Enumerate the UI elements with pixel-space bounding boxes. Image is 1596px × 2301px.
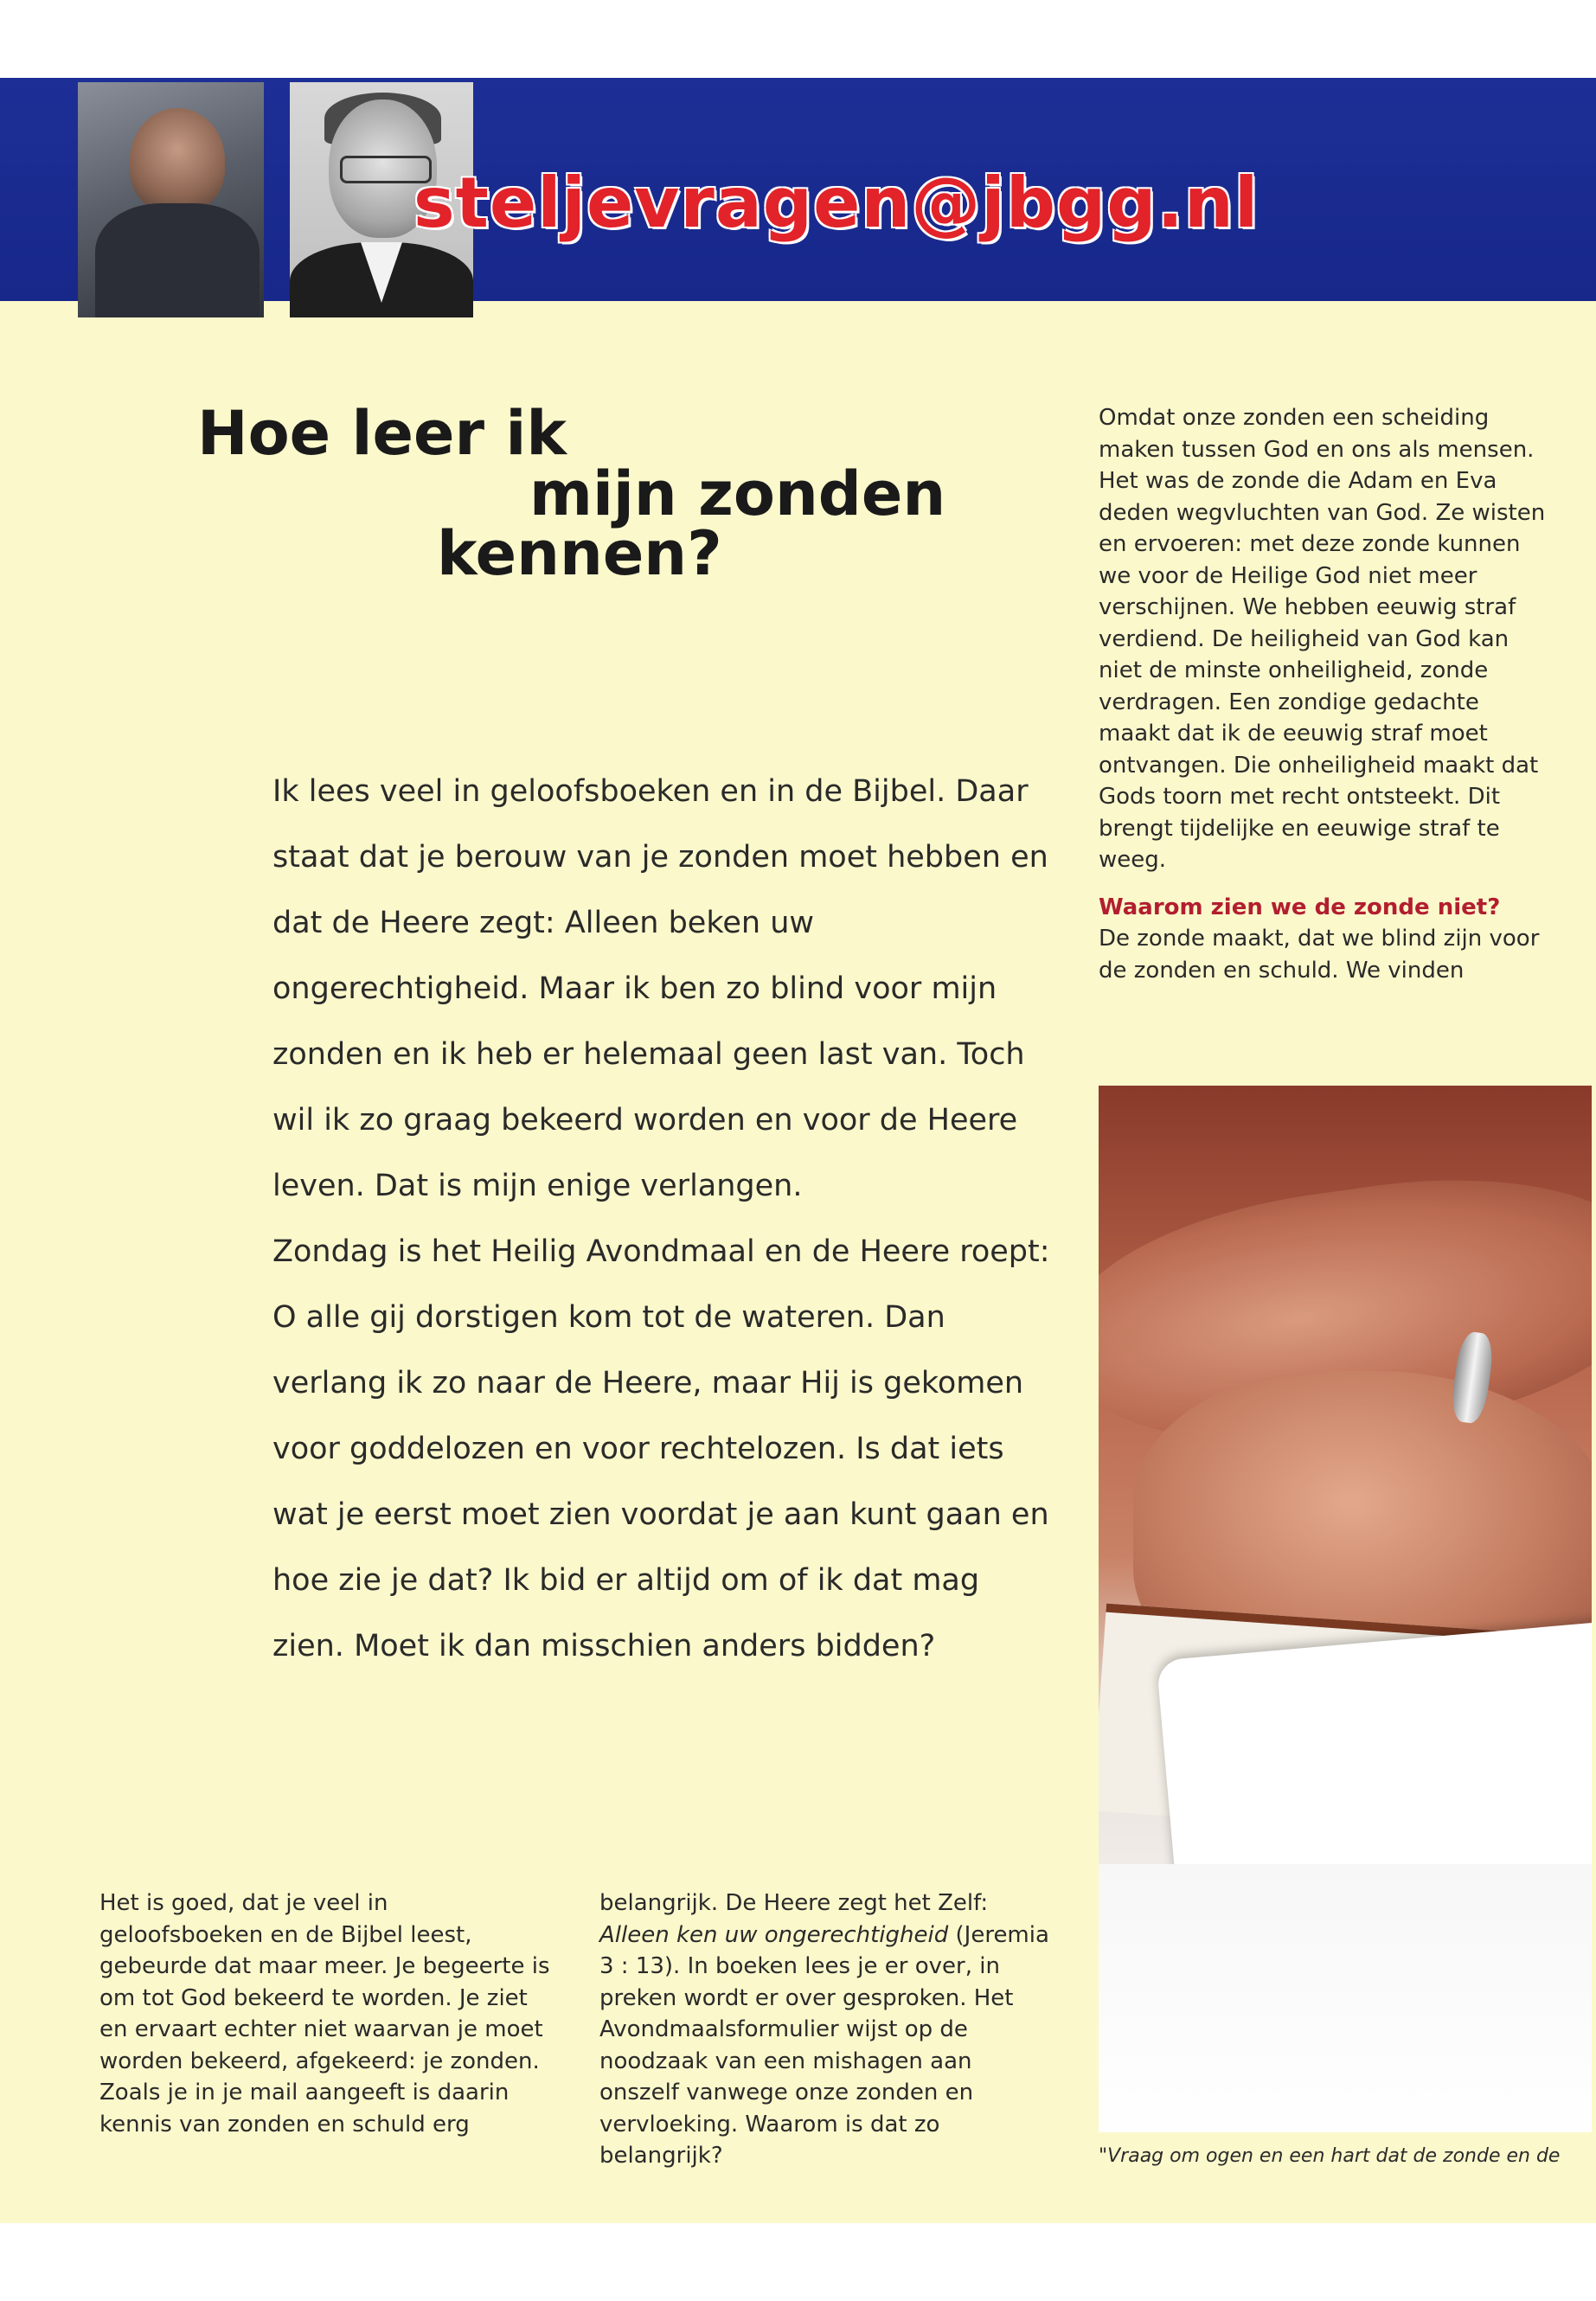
scripture-quote: Alleen ken uw ongerechtigheid xyxy=(599,1921,949,1948)
email-address-heading: steljevragen@jbgg.nl xyxy=(413,163,1259,243)
speaker-photo xyxy=(78,82,264,317)
answer-text: (Jeremia 3 : 13). In boeken lees je er over, in preken wordt er over gesproken. Het Avondmaalsformulier wijst op de noodzaak van een mishagen aan onszelf vanwege onze zonden en vervloeking. Waarom is dat zo belangrijk? xyxy=(599,1921,1049,2169)
answer-column-middle xyxy=(599,1888,1049,2172)
article-title-line-1: Hoe leer ik xyxy=(197,398,567,469)
question-paragraph: Ik lees veel in geloofsboeken en in de Bijbel. Daar staat dat je berouw van je zonden moet hebben en dat de Heere zegt: Alleen beken uw ongerechtigheid. Maar ik ben zo blind voor mijn zonden en ik heb er helemaal geen last van. Toch wil ik zo graag bekeerd worden en voor de Heere leven. Dat is mijn enige verlangen. xyxy=(272,774,1048,1203)
photo-caption: "Vraag om ogen en een hart dat de zonde en de xyxy=(1099,2145,1561,2167)
hands-on-bible-photo xyxy=(1099,1086,1592,2132)
answer-text: belangrijk. De Heere zegt het Zelf: xyxy=(599,1890,989,1916)
answer-paragraph: De zonde maakt, dat we blind zijn voor de zonden en schuld. We vinden xyxy=(1099,926,1540,984)
answer-paragraph: Omdat onze zonden een scheiding maken tussen God en ons als mensen. Het was de zonde die Adam en Eva deden wegvluchten van God. Ze wisten en ervoeren: met deze zonde kunnen we voor de Heilige God niet meer verschijnen. We hebben eeuwig straf verdiend. De heiligheid van God kan niet de minste onheiligheid, zonde verdragen. Een zondige gedachte maakt dat ik de eeuwig straf moet ontvangen. Die onheiligheid maakt dat Gods toorn met recht ontsteekt. Dit brengt tijdelijke en eeuwige straf te weeg. xyxy=(1099,405,1546,873)
answer-column-right xyxy=(1099,402,1548,986)
answer-paragraph: Het is goed, dat je veel in geloofsboeken en de Bijbel leest, gebeurde dat maar meer. Je begeerte is om tot God bekeerd te worden. Je ziet en ervaart echter niet waarvan je moet worden bekeerd, afgekeerd: je zonden. xyxy=(99,1890,550,2074)
answer-paragraph xyxy=(599,1888,1049,2172)
article-title-line-3: kennen? xyxy=(437,518,722,589)
answer-paragraph: Zoals je in je mail aangeeft is daarin kennis van zonden en schuld erg xyxy=(99,2080,510,2138)
answer-subheading: Waarom zien we de zonde niet? xyxy=(1099,894,1501,920)
article-title-line-2: mijn zonden xyxy=(529,458,946,529)
answer-column-left xyxy=(99,1888,558,2140)
reader-question xyxy=(272,759,1051,1679)
question-paragraph: Zondag is het Heilig Avondmaal en de Heere roept: O alle gij dorstigen kom tot de wateren. Dan verlang ik zo naar de Heere, maar Hij is gekomen voor goddelozen en voor rechtelozen. Is dat iets wat je eerst moet zien voordat je aan kunt gaan en hoe zie je dat? Ik bid er altijd om of ik dat mag zien. Moet ik dan misschien anders bidden? xyxy=(272,1234,1050,1663)
